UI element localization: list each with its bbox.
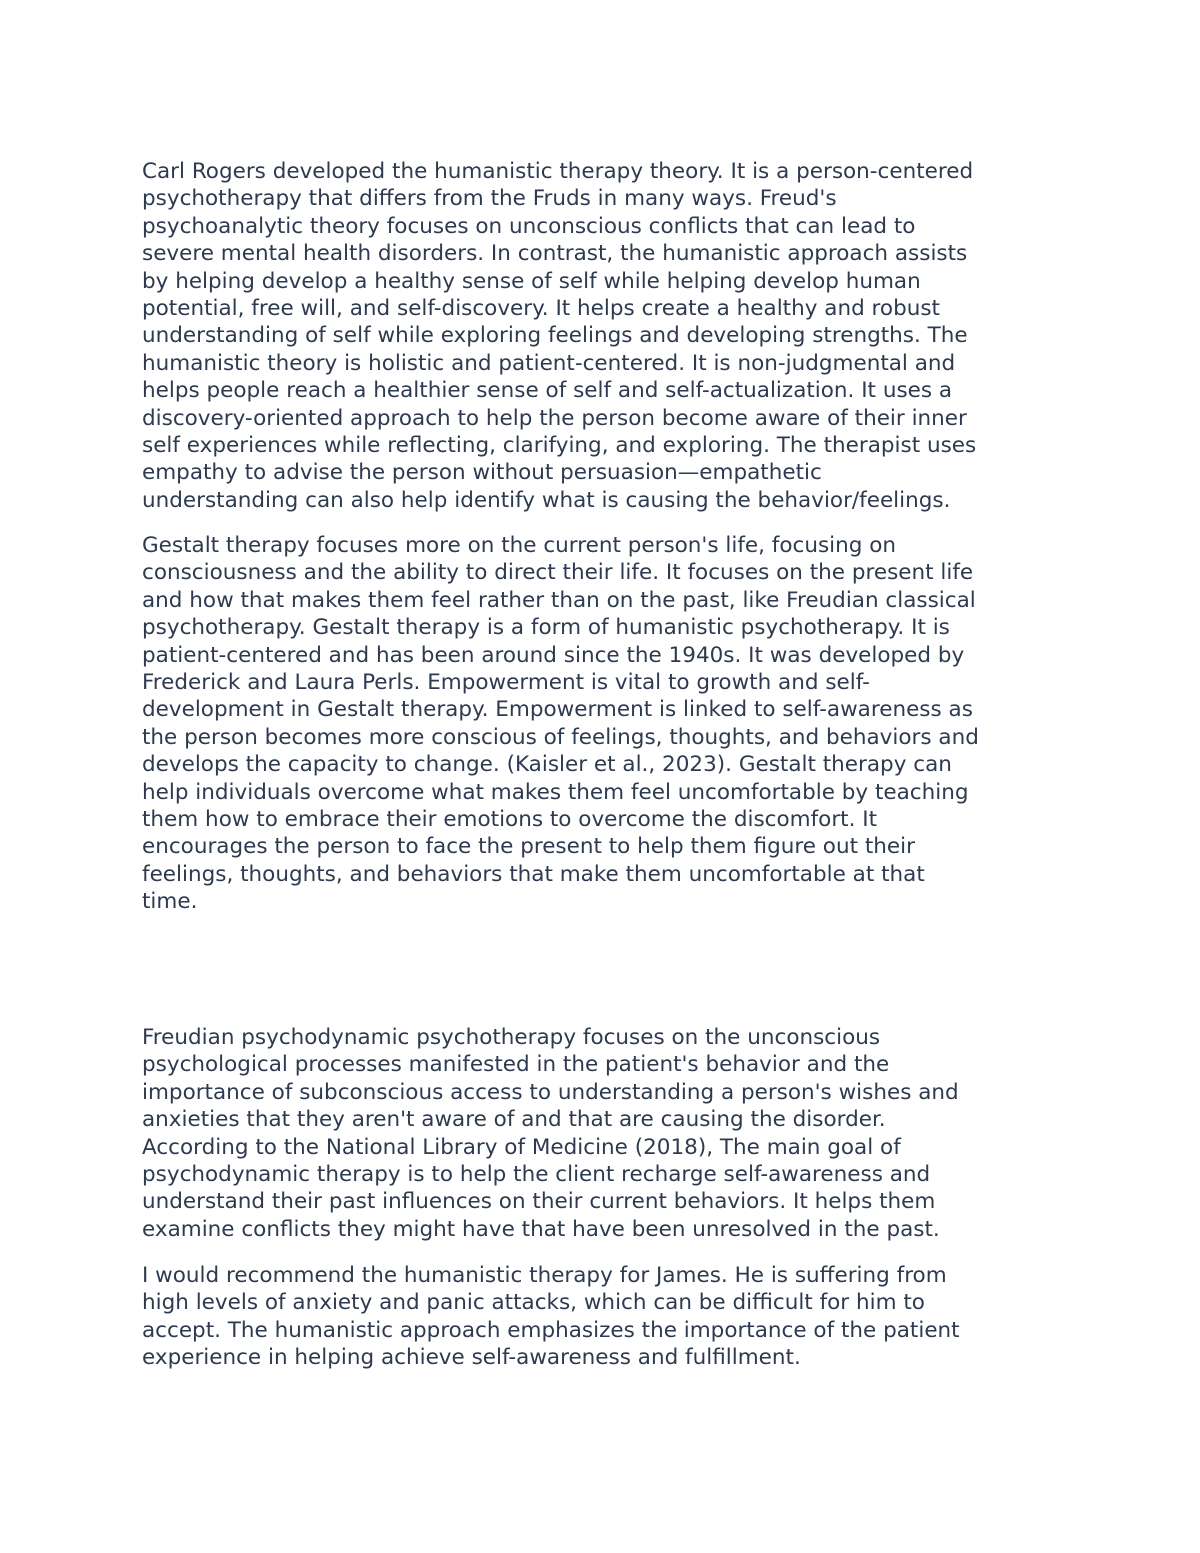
paragraph-freudian-psychodynamic: Freudian psychodynamic psychotherapy focuses on the unconscious psychological processes manifested in the patient's behavior and the importance of subconscious access to understanding a person's wishes and anxieties that they aren't aware of and that are causing the disorder. According to the National Library of Medicine (2018), The main goal of psychodynamic therapy is to help the client recharge self-awareness and understand their past influences on their current behaviors. It helps them examine conflicts they might have that have been unresolved in the past. (142, 1025, 959, 1242)
paragraph-humanistic-therapy: Carl Rogers developed the humanistic therapy theory. It is a person-centered psychotherapy that differs from the Fruds in many ways. Freud's psychoanalytic theory focuses on unconscious conflicts that can lead to severe mental health disorders. In contrast, the humanistic approach assists by helping develop a healthy sense of self while helping develop human potential, free will, and self-discovery. It helps create a healthy and robust understanding of self while exploring feelings and developing strengths. The humanistic theory is holistic and patient-centered. It is non-judgmental and helps people reach a healthier sense of self and self-actualization. It uses a discovery-oriented approach to help the person become aware of their inner self experiences while reflecting, clarifying, and exploring. The therapist uses empathy to advise the person without persuasion—empathetic understanding can also help identify what is causing the behavior/feelings. (142, 159, 977, 513)
paragraph-gestalt-therapy: Gestalt therapy focuses more on the current person's life, focusing on consciousness and the ability to direct their life. It focuses on the present life and how that makes them feel rather than on the past, like Freudian classical psychotherapy. Gestalt therapy is a form of humanistic psychotherapy. It is patient-centered and has been around since the 1940s. It was developed by Frederick and Laura Perls. Empowerment is vital to growth and self- development in Gestalt therapy. Empowerment is linked to self-awareness as the person becomes more conscious of feelings, thoughts, and behaviors and develops the capacity to change. (Kaisler et al., 2023). Gestalt therapy can help individuals overcome what makes them feel uncomfortable by teaching them how to embrace their emotions to overcome the discomfort. It encourages the person to face the present to help them figure out their feelings, thoughts, and behaviors that make them uncomfortable at that time. (142, 533, 979, 915)
paragraph-recommendation: I would recommend the humanistic therapy for James. He is suffering from high levels of anxiety and panic attacks, which can be difficult for him to accept. The humanistic approach emphasizes the importance of the patient experience in helping achieve self-awareness and fulfillment. (142, 1263, 960, 1371)
